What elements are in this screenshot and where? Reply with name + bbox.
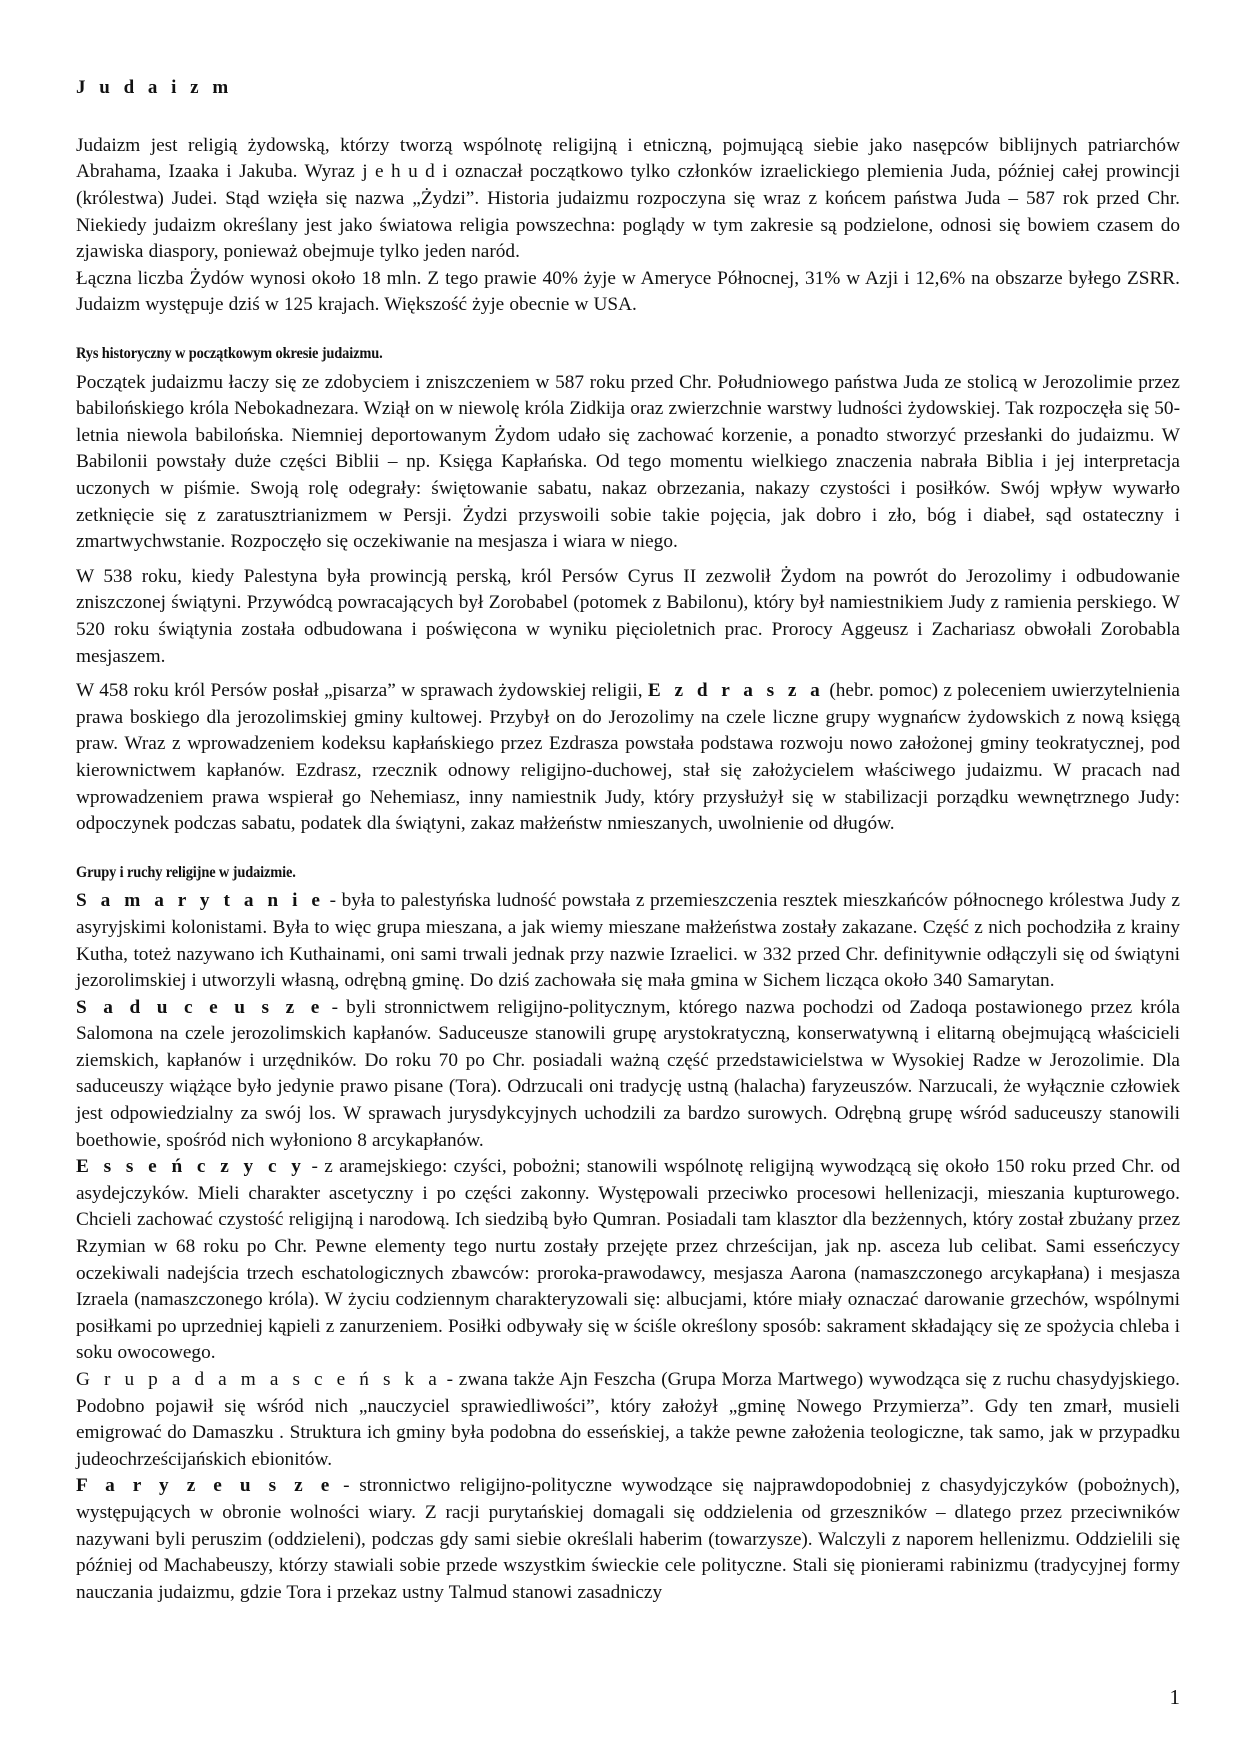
group-entry-essenczycy-body: - z aramejskiego: czyści, pobożni; stanowili wspólnotę religijną wywodzącą się około 150 roku przed Chr. od asydejczyków. Mieli charakter ascetyczny i po części zakonny. Występowali przeciwko procesowi hellenizacji, mieszania kupturowego. Chcieli zachować czystość religijną i narodową. Ich siedzibą było Qumran. Posiadali tam klasztor dla bezżennych, który został zbużany przez Rzymian w 68 roku po Chr. Pewne elementy tego nurtu zostały przejęte przez chrześcijan, jak np. asceza lub celibat. Sami esseńczycy oczekiwali nadejścia trzech eschatologicznych zbawców: proroka-prawodawcy, mesjasza Aarona (namaszczonego arcykapłana) i mesjasza Izraela (namaszczonego króla). W życiu codziennym charakteryzowali się: albucjami, które miały oznaczać darowanie grzechów, wspólnymi posiłkami po uprzedniej kąpieli z zanurzeniem. Posiłki odbywały się w ściśle określony sposób: sakrament składający się ze spożycia chleba i soku owocowego. — [76, 1156, 1180, 1364]
page-number: 1 — [1169, 1685, 1180, 1709]
term-samarytanie: S a m a r y t a n i e — [76, 890, 325, 912]
group-entry-faryzeusze — [76, 1473, 1180, 1606]
group-entry-samarytanie-body: - była to palestyńska ludność powstała z przemieszczenia resztek mieszkańców północnego królestwa Judy z asyryjskimi kolonistami. Była to więc grupa mieszana, a jak wiemy mieszane małżeństwa zostały zakazane. Część z nich pochodziła z krainy Kutha, toteż nazywano ich Kuthainami, oni sami trwali jednak przy nazwie Izraelici. w 332 przed Chr. definitywnie odłączyli się od świątyni jezorolimskiej i utworzyli własną, odrębną gminę. Do dziś zachowała się mała gmina w Sichem licząca około 340 Samarytan. — [76, 890, 1180, 992]
term-essenczycy: E s s e ń c z y c y — [76, 1156, 306, 1178]
history-paragraph-3-post: (hebr. pomoc) z poleceniem uwierzytelnienia prawa boskiego dla jerozolimskiej gminy kultowej. Przybył on do Jerozolimy na czele liczne grupy wygnańcw żydowskich z nową księgą praw. Wraz z wprowadzeniem kodeksu kapłańskiego przez Ezdrasza powstała podstawa rozwoju nowo założonej gminy teokratycznej, pod kierownictwem kapłanów. Ezdrasz, rzecznik odnowy religijno-duchowej, stał się założycielem właściwego judaizmu. W pracach nad wprowadzeniem prawa wspierał go Nehemiasz, inny namiestnik Judy, który przysłużył się w stabilizacji porządku wewnętrznego Judy: odpoczynek podczas sabatu, podatek dla świątyni, zakaz małżeństw nmieszanych, uwolnienie od długów. — [76, 680, 1180, 835]
group-entry-saduceusze-body: - byli stronnictwem religijno-politycznym, którego nazwa pochodzi od Zadoqa postawionego przez króla Salomona na czele jerozolimskich kapłanów. Saduceusze stanowili grupę arystokratyczną, konserwatywną i elitarną obejmującą właścicieli ziemskich, kapłanów i urzędników. Do roku 70 po Chr. posiadali ważną część przedstawicielstwa w Wysokiej Radze w Jerozolimie. Dla saduceuszy wiążące było jedynie prawo pisane (Tora). Odrzucali oni tradycję ustną (halacha) faryzeuszów. Narzucali, że wyłącznie człowiek jest odpowiedzialny za swój los. W sprawach jurysdykcyjnych uchodzili za bardzo surowych. Odrębną grupę wśród saduceuszy stanowili boethowie, spośród nich wyłoniono 8 arcykapłanów. — [76, 996, 1180, 1151]
section-heading-groups: Grupy i ruchy religijne w judaizmie. — [76, 863, 296, 881]
intro-paragraph-2: Łączna liczba Żydów wynosi około 18 mln. Z tego prawie 40% żyje w Ameryce Północnej, 31% w Azji i 12,6% na obszarze byłego ZSRR. Judaizm występuje dziś w 125 krajach. Większość żyje obecnie w USA. — [76, 267, 1180, 316]
intro-paragraph-1: Judaizm jest religią żydowską, którzy tworzą wspólnotę religijną i etniczną, pojmującą siebie jako nasępców biblijnych patriarchów Abrahama, Izaaka i Jakuba. Wyraz j e h u d i oznaczał początkowo tylko członków izraelickiego plemienia Juda, później całej prowincji (królestwa) Judei. Stąd wzięła się nazwa „Żydzi”. Historia judaizmu rozpoczyna się wraz z końcem państwa Juda – 587 rok przed Chr. Niekiedy judaizm określany jest jako światowa religia powszechna: poglądy w tym zakresie są podzielone, odnosi się bowiem czasem do zjawiska diaspory, ponieważ obejmuje tylko jeden naród. — [76, 134, 1180, 263]
term-grupa-damascenska: G r u p a d a m a s c e ń s k a — [76, 1369, 441, 1391]
term-saduceusze: S a d u c e u s z e — [76, 996, 324, 1018]
group-entry-grupa-damascenska-body: - zwana także Ajn Feszcha (Grupa Morza Martwego) wywodząca się z ruchu chasydyjskiego. Podobno pojawił się wśród nich „nauczyciel sprawiedliwości”, który założył „gminę Nowego Przymierza”. Gdy ten zmarł, musieli emigrować do Damaszku . Struktura ich gminy była podobna do esseńskiej, a także pewne założenia teologiczne, tak samo, jak w przypadku judeochrześcijańskich ebionitów. — [76, 1369, 1180, 1470]
section-heading-history: Rys historyczny w początkowym okresie judaizmu. — [76, 345, 383, 363]
history-paragraph-1: Początek judaizmu łaczy się ze zdobyciem i zniszczeniem w 587 roku przed Chr. Południowego państwa Juda ze stolicą w Jerozolimie przez babilońskiego króla Nebokadnezara. Wziął on w niewolę króla Zidkija oraz zwierzchnie warstwy ludności żydowskiej. Tak rozpoczęła się 50-letnia niewola babilońska. Niemniej deportowanym Żydom udało się zachować korzenie, a ponadto stworzyć przesłanki do judaizmu. W Babilonii powstały duże części Biblii – np. Księga Kapłańska. Od tego momentu wielkiego znaczenia nabrała Biblia i jej interpretacja uczonych w piśmie. Swoją rolę odegrały: świętowanie sabatu, nakaz obrzezania, nakazy czystości i posiłków. Swój wpływ wywarło zetknięcie się z zaratusztrianizmem w Persji. Żydzi przyswoili sobie takie pojęcia, jak dobro i zło, bóg i diabeł, sąd ostateczny i zmartwychwstanie. Rozpoczęło się oczekiwanie na mesjasza i wiara w niego. — [76, 371, 1180, 553]
page-title: J u d a i z m — [76, 77, 233, 98]
group-entry-saduceusze — [76, 995, 1180, 1155]
group-entry-essenczycy — [76, 1154, 1180, 1367]
term-ezdrasz: E z d r a s z a — [647, 680, 825, 702]
term-faryzeusze: F a r y z e u s z e — [76, 1475, 334, 1497]
history-paragraph-3 — [76, 678, 1180, 838]
group-entry-samarytanie — [76, 888, 1180, 994]
history-paragraph-3-pre: W 458 roku król Persów posłał „pisarza” w sprawach żydowskiej religii, — [76, 680, 648, 702]
history-paragraph-2: W 538 roku, kiedy Palestyna była prowincją perską, król Persów Cyrus II zezwolił Żydom na powrót do Jerozolimy i odbudowanie zniszczonej świątyni. Przywódcą powracających był Zorobabel (potomek z Babilonu), który był namiestnikiem Judy z ramienia perskiego. W 520 roku świątynia została odbudowana i poświęcona w wyniku pięcioletnich prac. Prorocy Aggeusz i Zachariasz obwołali Zorobabla mesjaszem. — [76, 565, 1180, 667]
group-entry-grupa-damascenska — [76, 1367, 1180, 1473]
group-entry-faryzeusze-body: - stronnictwo religijno-polityczne wywodzące się najprawdopodobniej z chasydyjczyków (pobożnych), występujących w obronie wolności wiary. Z racji purytańskiej domagali się oddzielenia od grzeszników – dlatego przez przeciwników nazywani byli peruszim (oddzieleni), podczas gdy sami siebie określali haberim (towarzysze). Walczyli z naporem hellenizmu. Oddzielili się później od Machabeuszy, którzy stawiali sobie przede wszystkim świeckie cele polityczne. Stali się pionierami rabinizmu (tradycyjnej formy nauczania judaizmu, gdzie Tora i przekaz ustny Talmud stanowi zasadniczy — [76, 1475, 1180, 1603]
